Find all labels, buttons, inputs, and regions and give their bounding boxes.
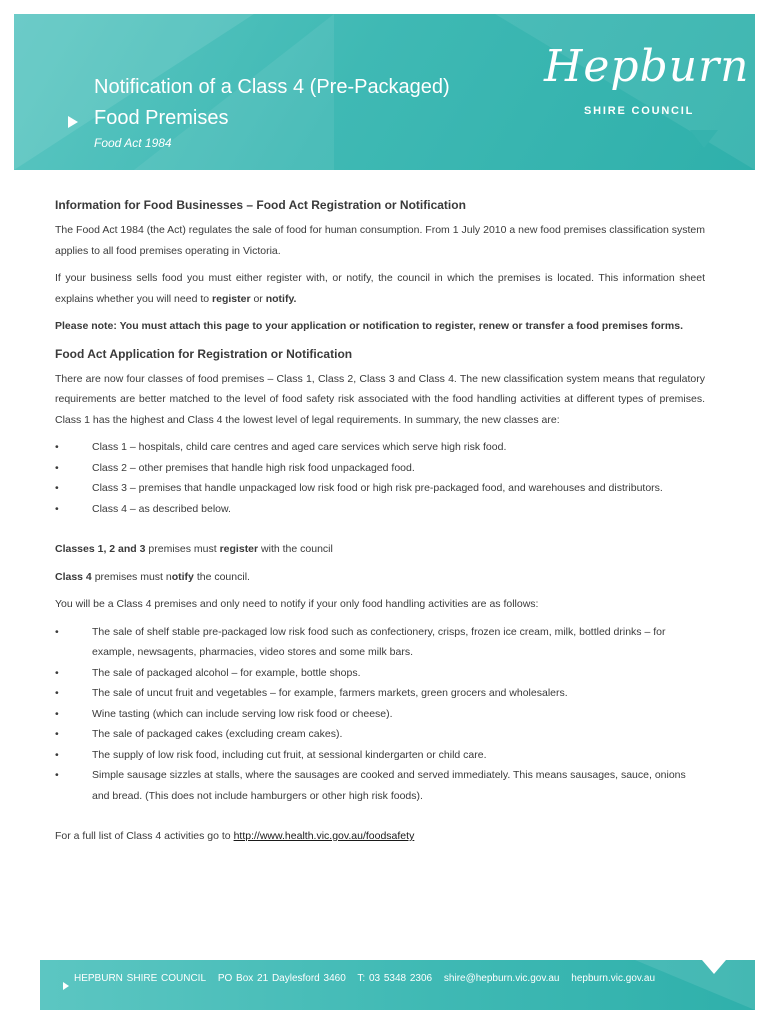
- register-emphasis: register: [212, 292, 251, 305]
- title-line-2: Food Premises: [94, 107, 229, 129]
- list-item: • The sale of packaged cakes (excluding cream cakes).: [55, 724, 705, 745]
- register-bold: register: [219, 543, 259, 555]
- footer-email: shire@hepburn.vic.gov.au: [443, 973, 560, 984]
- foodsafety-link[interactable]: http://www.health.vic.gov.au/foodsafety: [233, 830, 415, 842]
- paragraph-intro: The Food Act 1984 (the Act) regulates the sale of food for human consumption. From 1 July 2010 a new food premises classification system applies to all food premises operating in Victoria.: [55, 224, 705, 257]
- list-item: • Class 3 – premises that handle unpackaged low risk food or high risk pre-packaged food, and warehouses and distributors.: [55, 478, 705, 499]
- text-run: premises must: [145, 543, 220, 555]
- activities-list: [55, 622, 705, 807]
- footer-website: hepburn.vic.gov.au: [571, 973, 656, 984]
- text-run: or: [250, 292, 266, 305]
- class-list: [55, 437, 705, 519]
- list-item: • The sale of uncut fruit and vegetables – for example, farmers markets, green grocers and wholesalers.: [55, 683, 705, 704]
- spacer: [55, 814, 705, 826]
- text-run: If your business sells food you must either register with, or notify, the council in which the premises is located. This information sheet explains whether you will need to: [55, 272, 705, 305]
- page-subtitle: Food Act 1984: [94, 136, 172, 150]
- list-item: • Simple sausage sizzles at stalls, where the sausages are cooked and served immediately. This means sausages, sauce, onions and bread. (This does not include hamburgers or other high risk foods).: [55, 765, 705, 806]
- activities-intro: You will be a Class 4 premises and only need to notify if your only food handling activities are as follows:: [55, 598, 539, 610]
- register-statement: [55, 539, 705, 560]
- list-item: • Class 2 – other premises that handle high risk food unpackaged food.: [55, 458, 705, 479]
- text-run: the council.: [193, 570, 250, 583]
- paragraph-register-notify: [55, 268, 705, 309]
- notify-statement: [55, 567, 705, 588]
- title-line-1: Notification of a Class 4 (Pre-Packaged): [94, 76, 450, 98]
- logo-subtitle: SHIRE COUNCIL: [584, 105, 695, 117]
- notify-emphasis: notify.: [265, 292, 297, 305]
- list-item: • The sale of shelf stable pre-packaged low risk food such as confectionery, crisps, frozen ice cream, milk, bottled drinks – for example, newsagents, pharmacies, video stores and some milk bars.: [55, 622, 705, 663]
- banner-facet: [635, 960, 755, 1010]
- footer-address: PO Box 21 Daylesford 3460: [217, 973, 346, 984]
- list-item: • Class 4 – as described below.: [55, 499, 705, 520]
- list-item: • The supply of low risk food, including cut fruit, at sessional kindergarten or child care.: [55, 745, 705, 766]
- page-title: [94, 72, 524, 134]
- footer-banner: [40, 960, 755, 1010]
- text-run: premises must n: [91, 570, 172, 583]
- section-heading-info: Information for Food Businesses – Food Act Registration or Notification: [55, 198, 466, 212]
- header-banner: [14, 14, 755, 170]
- full-list-paragraph: [55, 826, 705, 847]
- paragraph-classes-intro: There are now four classes of food premises – Class 1, Class 2, Class 3 and Class 4. The new classification system means that regulatory requirements are better matched to the level of food safety risk associated with the food handling activities at different types of premises. Class 1 has the highest and Class 4 the lowest level of legal requirements. In summary, the new classes are:: [55, 372, 705, 426]
- list-item: • Class 1 – hospitals, child care centres and aged care services which serve high risk food.: [55, 437, 705, 458]
- arrow-right-icon: [68, 116, 78, 128]
- text-run: with the council: [258, 543, 333, 555]
- class4-bold: Class 4: [55, 570, 92, 583]
- footer-notch: [702, 960, 726, 974]
- arrow-right-icon: [63, 982, 69, 990]
- logo-wordmark: Hepburn: [544, 41, 750, 92]
- attach-note: Please note: You must attach this page to your application or notification to register, renew or transfer a food premises forms.: [55, 320, 683, 332]
- notify-bold: otify: [171, 570, 194, 583]
- section-heading-application: Food Act Application for Registration or Notification: [55, 346, 353, 361]
- text-run: For a full list of Class 4 activities go to: [55, 830, 234, 842]
- classes-bold: Classes 1, 2 and 3: [55, 543, 146, 555]
- document-body: [55, 196, 705, 854]
- spacer: [55, 527, 705, 539]
- list-item: • Wine tasting (which can include serving low risk food or cheese).: [55, 704, 705, 725]
- list-item: • The sale of packaged alcohol – for example, bottle shops.: [55, 663, 705, 684]
- header-notch: [690, 130, 718, 148]
- footer-contact: [74, 973, 663, 984]
- footer-phone: T: 03 5348 2306: [357, 973, 433, 984]
- footer-org: HEPBURN SHIRE COUNCIL: [74, 973, 207, 984]
